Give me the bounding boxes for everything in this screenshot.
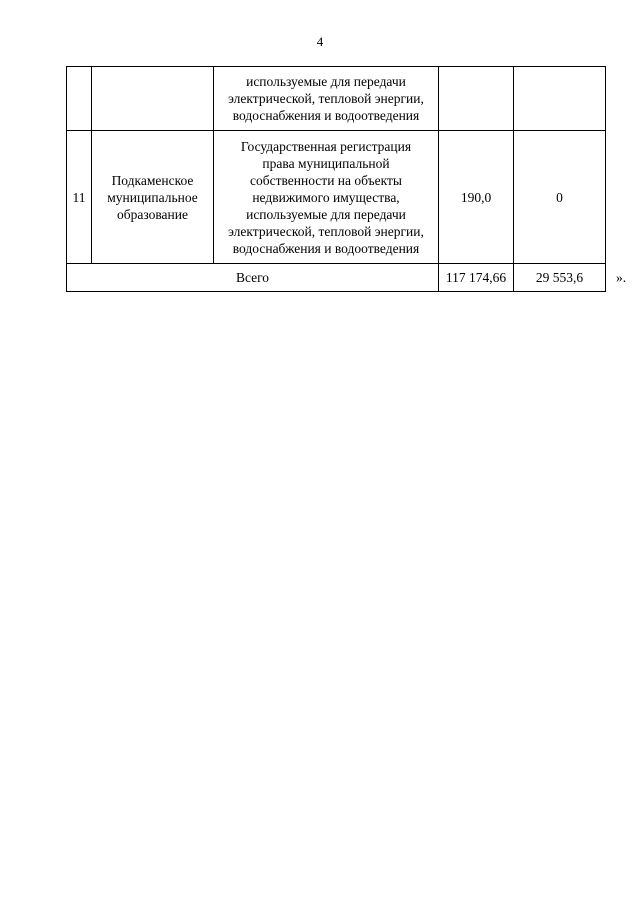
row-number-cell: 11 [67,131,92,264]
description-line: Государственная регистрация [240,138,412,154]
description-line: используемые для передачи [246,74,406,89]
description-line: водоснабжения и водоотведения [232,108,420,123]
municipality-line: Подкаменское [111,172,194,188]
municipality-cell [92,67,214,131]
value-1-cell [439,67,514,131]
municipality-line: муниципальное [107,189,198,205]
table-row [67,131,606,264]
description-line: используемые для передачи [246,206,406,222]
table-row [67,67,606,131]
total-value-1: 117 174,66 [439,264,514,292]
budget-table [66,66,606,292]
row-number-cell [67,67,92,131]
description-line: права муниципальной [262,155,390,171]
description-line: электрической, тепловой энергии, [228,91,424,106]
total-value-2: 29 553,6 [514,264,606,292]
page-number: 4 [316,34,324,49]
closing-quote: ». [616,270,627,285]
value-2-cell: 0 [514,131,606,264]
total-row [67,264,606,292]
description-line: водоснабжения и водоотведения [232,240,420,256]
description-line: электрической, тепловой энергии, [228,223,424,239]
municipality-cell [92,131,214,264]
description-line: недвижимого имущества, [252,189,400,205]
municipality-line: образование [117,206,188,222]
description-cell [214,67,439,131]
value-1-cell: 190,0 [439,131,514,264]
description-line: собственности на объекты [249,172,402,188]
description-cell [214,131,439,264]
total-label: Всего [67,264,439,292]
value-2-cell [514,67,606,131]
